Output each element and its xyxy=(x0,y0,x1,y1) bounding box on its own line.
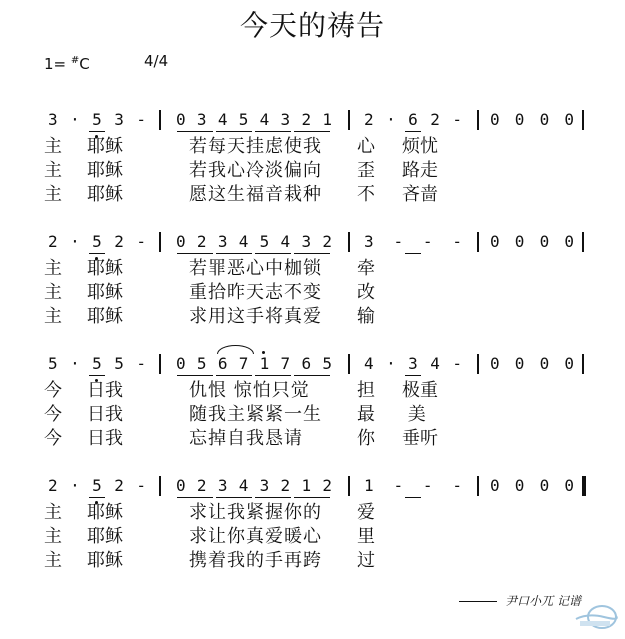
note: 4 xyxy=(217,110,228,129)
lyric-line xyxy=(44,404,604,428)
note: 1 xyxy=(322,110,332,129)
note: 5 xyxy=(92,110,102,129)
sixteenth-beam xyxy=(89,497,105,498)
credit-text: 尹口小兀 记谱 xyxy=(505,594,581,608)
lyric-text: 歪 xyxy=(357,160,375,181)
final-barline xyxy=(582,476,586,496)
note: 5 xyxy=(92,354,102,373)
sixteenth-beam xyxy=(89,375,105,376)
note: 0 xyxy=(514,354,525,373)
note: 3 xyxy=(408,354,418,373)
note: 3 xyxy=(48,110,58,129)
note: 0 xyxy=(564,476,574,495)
note: 0 xyxy=(176,354,186,373)
lyric-text: 耶稣 xyxy=(87,282,123,303)
barline xyxy=(582,354,584,374)
note: 3 xyxy=(301,232,312,251)
dot-note: · xyxy=(386,354,396,373)
note: 0 xyxy=(539,476,550,495)
dash-note: - xyxy=(452,476,462,495)
eighth-beam xyxy=(216,253,252,254)
note: 1 xyxy=(259,354,270,373)
lyric-text: 主 xyxy=(44,136,62,157)
measure xyxy=(176,232,332,252)
note: 0 xyxy=(514,110,525,129)
dot-note: · xyxy=(70,354,80,373)
dash-note: - xyxy=(136,476,146,495)
lyric-line xyxy=(44,502,604,526)
time-signature: 4/4 xyxy=(144,52,169,70)
slur-mark xyxy=(217,345,254,354)
dash-note: - xyxy=(136,232,146,251)
key-prefix: 1= xyxy=(44,55,67,73)
lyric-text: 求让我紧握你的 xyxy=(189,502,322,523)
lyric-text: 垂听 xyxy=(402,428,438,449)
note: 2 xyxy=(196,232,207,251)
lyric-line xyxy=(44,184,604,208)
lyric-text: 日我 xyxy=(87,404,123,425)
lyric-text: 主 xyxy=(44,184,62,205)
eighth-beam xyxy=(255,131,291,132)
lyric-text: 路走 xyxy=(402,160,438,181)
note: 2 xyxy=(322,232,332,251)
lyric-text: 吝啬 xyxy=(402,184,438,205)
dash-note: - xyxy=(393,232,404,251)
measure xyxy=(364,110,462,130)
note: 7 xyxy=(238,354,249,373)
lyric-text: 烦忧 xyxy=(402,136,438,157)
lyric-line xyxy=(44,160,604,184)
sixteenth-beam xyxy=(405,253,421,254)
lyric-text: 忘掉自我恳请 xyxy=(189,428,303,449)
barline xyxy=(159,110,161,130)
lyric-text: 重拾昨天志不变 xyxy=(189,282,322,303)
lyric-text: 耶稣 xyxy=(87,136,123,157)
note: 0 xyxy=(490,232,500,251)
lyric-text: 耶稣 xyxy=(87,160,123,181)
note: 0 xyxy=(490,476,500,495)
lyric-text: 过 xyxy=(357,550,375,571)
note: 0 xyxy=(539,354,550,373)
note: 2 xyxy=(114,232,124,251)
lyric-text: 日我 xyxy=(87,380,123,401)
note: 2 xyxy=(114,476,124,495)
dash-note: - xyxy=(452,354,462,373)
barline xyxy=(477,354,479,374)
note: 3 xyxy=(196,110,207,129)
note: 5 xyxy=(322,354,332,373)
measure xyxy=(176,110,332,130)
note: 6 xyxy=(301,354,312,373)
lyric-line xyxy=(44,428,604,452)
note: 3 xyxy=(280,110,291,129)
lyric-text: 担 xyxy=(357,380,375,401)
key-signature xyxy=(44,52,90,73)
note: 0 xyxy=(490,354,500,373)
dash-note: - xyxy=(452,232,462,251)
lyric-text: 求让你真爱暖心 xyxy=(189,526,322,547)
note: 2 xyxy=(48,476,58,495)
note: 5 xyxy=(92,476,102,495)
lyric-text: 主 xyxy=(44,306,62,327)
measure xyxy=(364,476,462,496)
lyric-text: 主 xyxy=(44,526,62,547)
lyric-text: 不 xyxy=(357,184,375,205)
lyric-text: 若每天挂虑使我 xyxy=(189,136,322,157)
lyric-text: 里 xyxy=(357,526,375,547)
notation-row xyxy=(28,110,598,134)
note: 5 xyxy=(114,354,124,373)
lyric-text: 耶稣 xyxy=(87,550,123,571)
lyric-text: 耶稣 xyxy=(87,184,123,205)
lyric-text: 今 xyxy=(44,380,62,401)
eighth-beam xyxy=(216,375,252,376)
dot-note: · xyxy=(70,110,80,129)
dash-note: - xyxy=(136,354,146,373)
measure xyxy=(176,476,332,496)
eighth-beam xyxy=(177,253,213,254)
barline xyxy=(477,476,479,496)
note: 4 xyxy=(238,476,249,495)
lyric-line xyxy=(44,136,604,160)
lyric-text: 主 xyxy=(44,282,62,303)
note: 0 xyxy=(564,232,574,251)
sixteenth-beam xyxy=(405,131,421,132)
note: 4 xyxy=(280,232,291,251)
lyric-text: 耶稣 xyxy=(87,306,123,327)
lyric-text: 日我 xyxy=(87,428,123,449)
note: 1 xyxy=(364,476,374,495)
high-octave-dot xyxy=(262,351,265,354)
lyric-text: 随我主紧紧一生 xyxy=(189,404,322,425)
lyric-text: 极重 xyxy=(402,380,438,401)
note: 5 xyxy=(196,354,207,373)
lyric-text: 耶稣 xyxy=(87,502,123,523)
lyric-line xyxy=(44,380,604,404)
lyric-text: 爱 xyxy=(357,502,375,523)
lyric-line xyxy=(44,258,604,282)
measure xyxy=(490,354,574,374)
eighth-beam xyxy=(216,131,252,132)
eighth-beam xyxy=(294,497,330,498)
note: 2 xyxy=(48,232,58,251)
sixteenth-beam xyxy=(405,375,421,376)
note: 7 xyxy=(280,354,291,373)
note: 6 xyxy=(217,354,228,373)
barline xyxy=(348,110,350,130)
eighth-beam xyxy=(294,253,330,254)
barline xyxy=(477,110,479,130)
measure xyxy=(48,110,146,130)
note: 2 xyxy=(430,110,440,129)
lyric-text: 主 xyxy=(44,258,62,279)
note: 4 xyxy=(364,354,374,373)
eighth-beam xyxy=(177,497,213,498)
note: 2 xyxy=(322,476,332,495)
barline xyxy=(159,232,161,252)
notation-row xyxy=(28,354,598,378)
lyric-text: 主 xyxy=(44,160,62,181)
dot-note: · xyxy=(386,110,396,129)
note: 3 xyxy=(114,110,124,129)
measure xyxy=(490,476,574,496)
note: 0 xyxy=(176,232,186,251)
note: 4 xyxy=(238,232,249,251)
note: 0 xyxy=(539,110,550,129)
note: 0 xyxy=(514,232,525,251)
lyric-text: 你 xyxy=(357,428,375,449)
note: 0 xyxy=(514,476,525,495)
barline xyxy=(582,110,584,130)
note: 3 xyxy=(217,476,228,495)
key-note: C xyxy=(79,55,90,73)
measure xyxy=(364,232,462,252)
sixteenth-beam xyxy=(89,131,105,132)
dash-note: - xyxy=(452,110,462,129)
note: 2 xyxy=(196,476,207,495)
sixteenth-beam xyxy=(405,497,421,498)
lyric-text: 心 xyxy=(357,136,375,157)
note: 5 xyxy=(92,232,102,251)
eighth-beam xyxy=(294,131,330,132)
note: 1 xyxy=(301,476,312,495)
measure xyxy=(364,354,462,374)
barline xyxy=(159,354,161,374)
measure xyxy=(490,232,574,252)
dash-note: - xyxy=(422,476,433,495)
lyric-text: 主 xyxy=(44,502,62,523)
measure xyxy=(48,354,146,374)
note: 5 xyxy=(48,354,58,373)
dot-note: · xyxy=(70,232,80,251)
credit-dash xyxy=(459,601,497,602)
note: 4 xyxy=(430,354,440,373)
eighth-beam xyxy=(255,253,291,254)
lyric-text: 美 xyxy=(402,404,426,425)
lyric-text: 求用这手将真爱 xyxy=(189,306,322,327)
eighth-beam xyxy=(216,497,252,498)
note: 4 xyxy=(259,110,270,129)
lyric-text: 若我心冷淡偏向 xyxy=(189,160,322,181)
lyric-text: 主 xyxy=(44,550,62,571)
note: 0 xyxy=(176,110,186,129)
note: 2 xyxy=(301,110,312,129)
lyric-text: 输 xyxy=(357,306,375,327)
barline xyxy=(477,232,479,252)
lyric-text: 今 xyxy=(44,404,62,425)
note: 2 xyxy=(280,476,291,495)
eighth-beam xyxy=(177,375,213,376)
barline xyxy=(348,354,350,374)
eighth-beam xyxy=(177,131,213,132)
lyric-text: 耶稣 xyxy=(87,526,123,547)
note: 0 xyxy=(490,110,500,129)
barline xyxy=(159,476,161,496)
note: 3 xyxy=(259,476,270,495)
note: 0 xyxy=(564,354,574,373)
lyric-text: 牵 xyxy=(357,258,375,279)
eighth-beam xyxy=(294,375,330,376)
eighth-beam xyxy=(255,497,291,498)
lyric-text: 若罪恶心中枷锁 xyxy=(189,258,322,279)
sixteenth-beam xyxy=(89,253,105,254)
note: 0 xyxy=(176,476,186,495)
note: 5 xyxy=(259,232,270,251)
note: 0 xyxy=(539,232,550,251)
measure xyxy=(48,476,146,496)
dot-note: · xyxy=(70,476,80,495)
lyric-text: 今 xyxy=(44,428,62,449)
eighth-beam xyxy=(255,375,291,376)
lyric-line xyxy=(44,550,604,574)
barline xyxy=(348,476,350,496)
dash-note: - xyxy=(422,232,433,251)
lyric-text: 愿这生福音栽种 xyxy=(189,184,322,205)
transcriber-credit xyxy=(459,592,581,609)
note: 6 xyxy=(408,110,418,129)
page-title: 今天的祷告 xyxy=(239,9,385,42)
note: 3 xyxy=(364,232,374,251)
lyric-line xyxy=(44,306,604,330)
note: 0 xyxy=(564,110,574,129)
note: 3 xyxy=(217,232,228,251)
measure xyxy=(48,232,146,252)
watermark-logo-icon xyxy=(574,604,618,630)
notation-row xyxy=(28,232,598,256)
lyric-line xyxy=(44,282,604,306)
lyric-line xyxy=(44,526,604,550)
lyric-text: 最 xyxy=(357,404,375,425)
measure xyxy=(490,110,574,130)
lyric-text: 仇恨 惊怕只觉 xyxy=(189,380,310,401)
note: 5 xyxy=(238,110,249,129)
lyric-text: 携着我的手再跨 xyxy=(189,550,322,571)
barline xyxy=(348,232,350,252)
sharp-sign: # xyxy=(70,55,80,66)
barline xyxy=(582,232,584,252)
dash-note: - xyxy=(136,110,146,129)
lyric-text: 耶稣 xyxy=(87,258,123,279)
note: 2 xyxy=(364,110,374,129)
lyric-text: 改 xyxy=(357,282,375,303)
dash-note: - xyxy=(393,476,404,495)
notation-row xyxy=(28,476,598,500)
measure xyxy=(176,354,332,374)
